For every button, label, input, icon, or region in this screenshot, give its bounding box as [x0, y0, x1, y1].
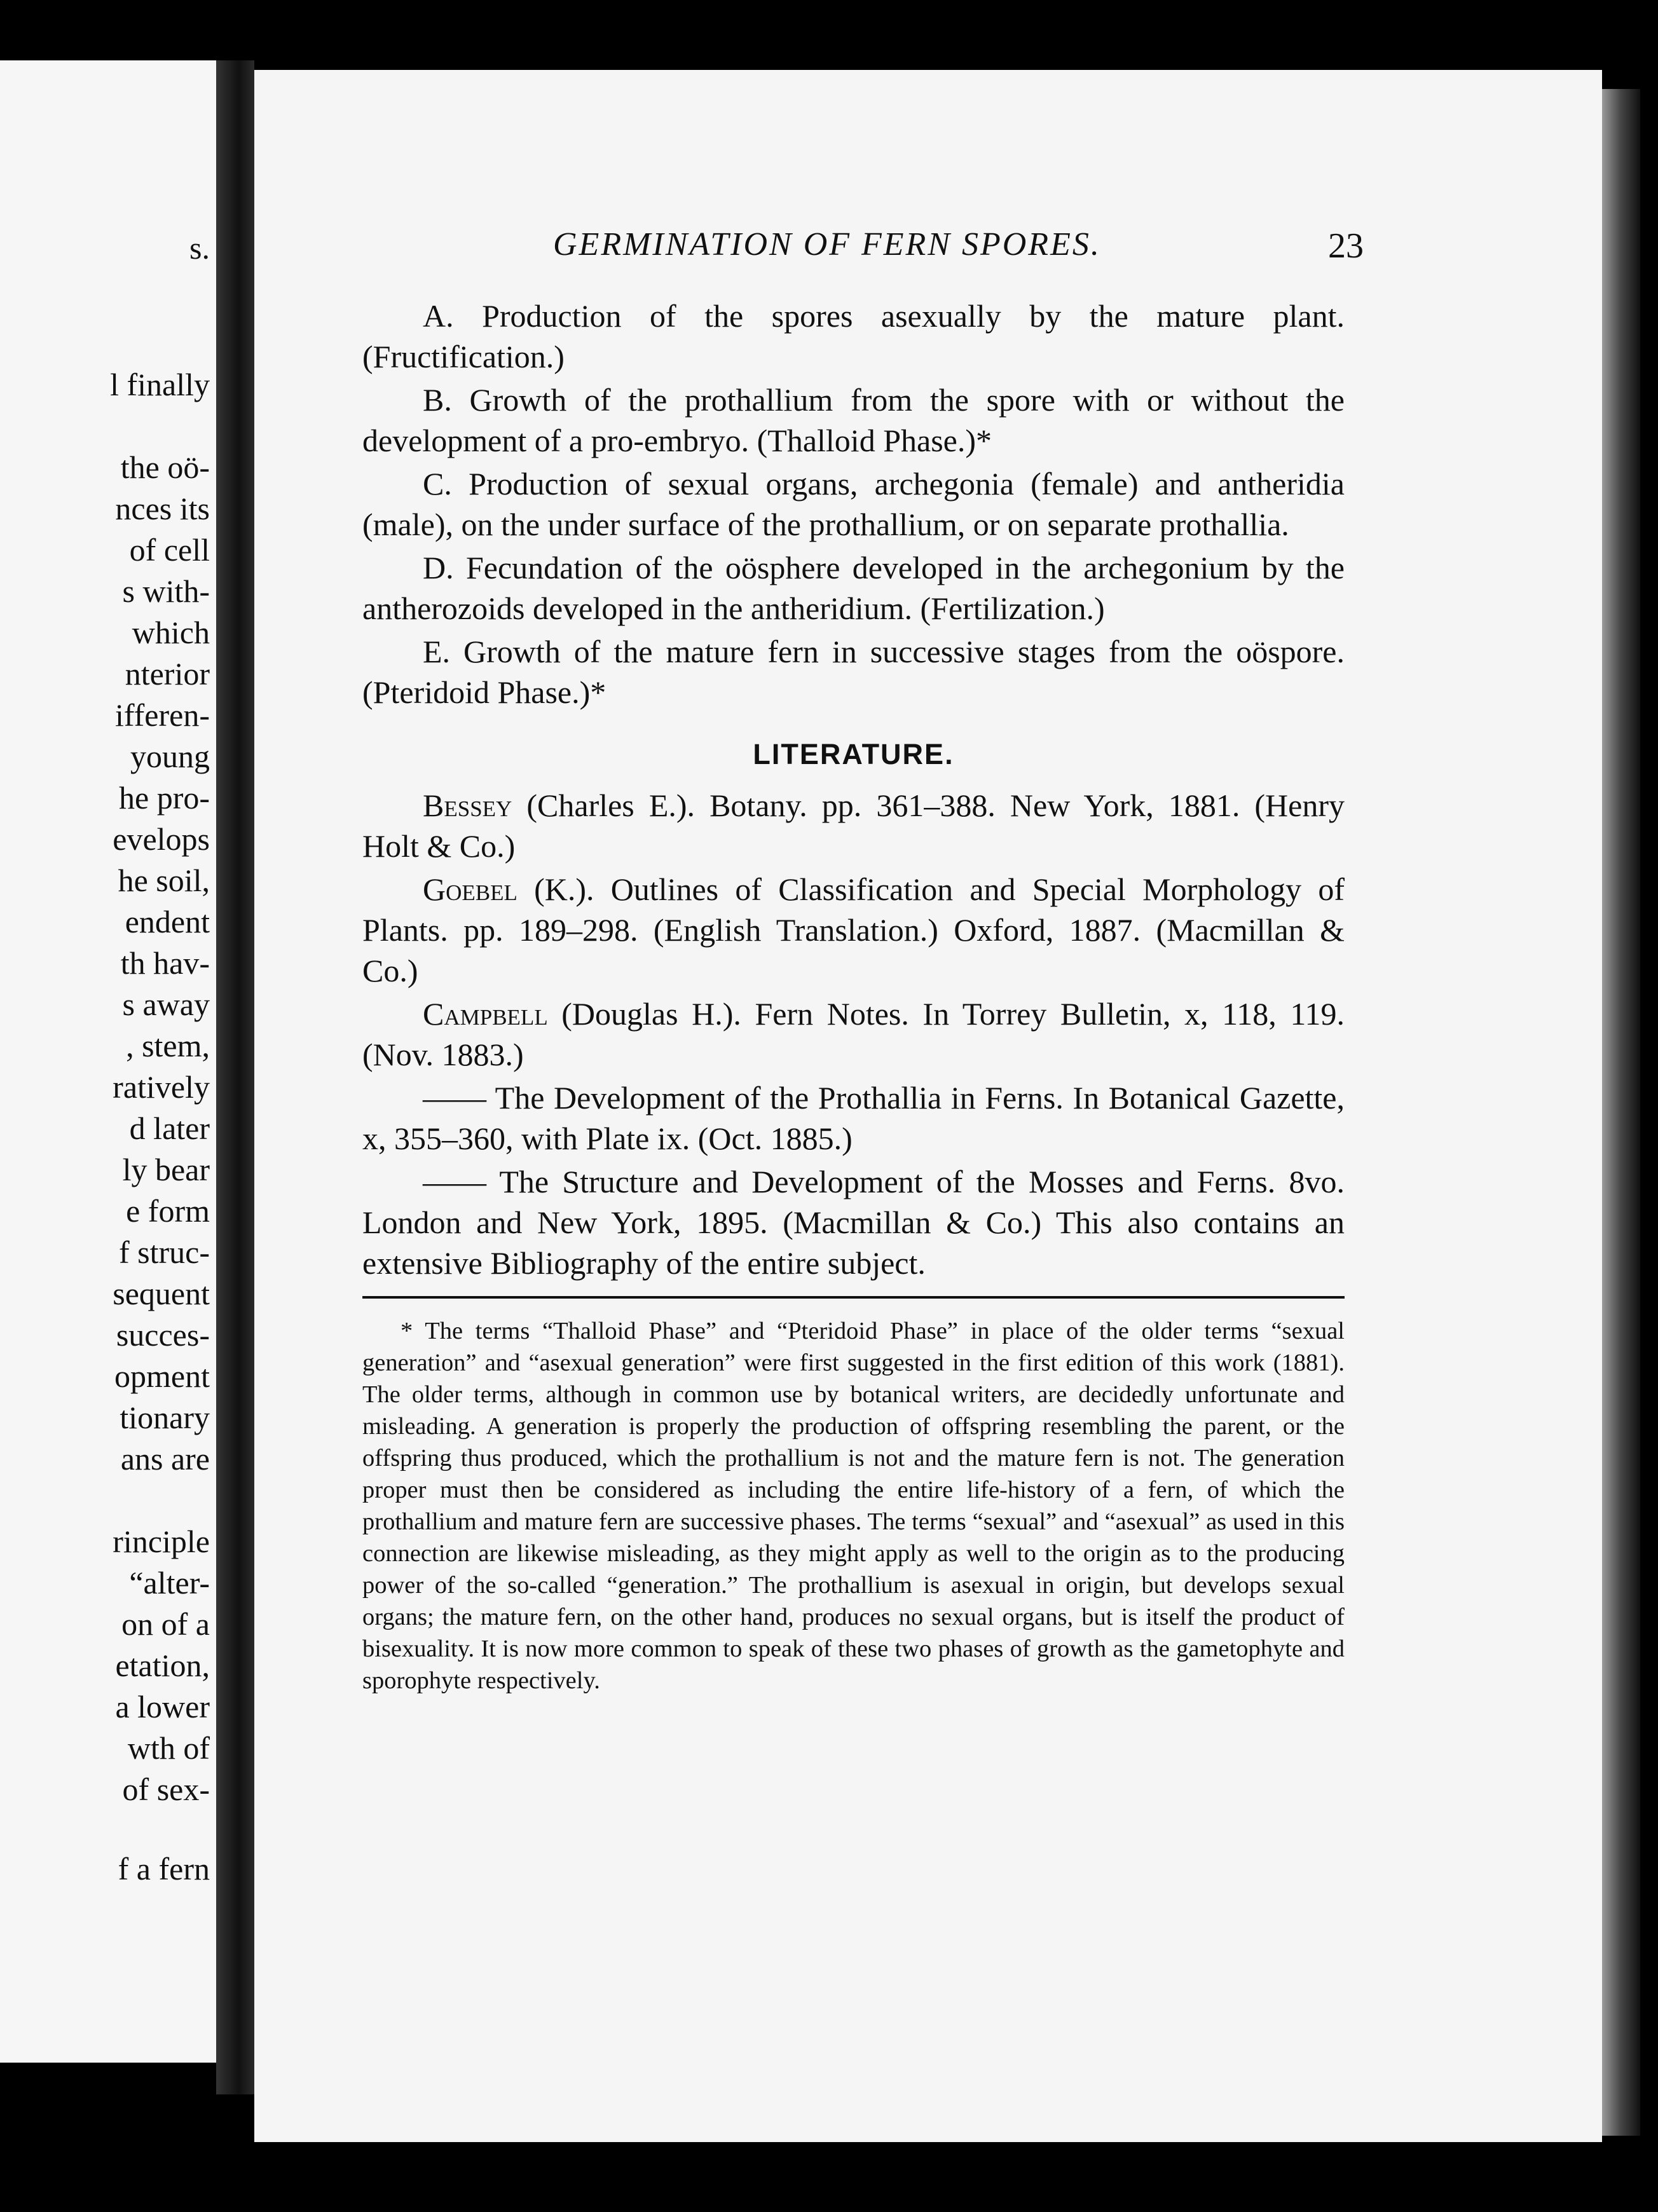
left-fragment: “alter- [129, 1565, 210, 1601]
reference-entry [362, 869, 1345, 991]
left-fragment: d later [129, 1110, 210, 1146]
page-content [362, 226, 1364, 1697]
left-fragment: ly bear [122, 1152, 210, 1187]
left-fragment: opment [114, 1358, 210, 1394]
left-fragment: sequent [113, 1276, 210, 1311]
left-fragment: s away [122, 987, 210, 1022]
left-fragment: ratively [113, 1069, 210, 1105]
left-fragment: f a fern [118, 1851, 210, 1887]
left-fragment: nces its [115, 491, 210, 526]
reference-text: (Charles E.). Botany. pp. 361–388. New York, 1881. (Henry Holt & Co.) [362, 788, 1345, 864]
left-fragment: evelops [113, 821, 210, 857]
page-number: 23 [1328, 226, 1364, 266]
reference-entry [362, 993, 1345, 1075]
left-fragment: the oö- [120, 449, 210, 485]
left-fragment: f struc- [119, 1234, 210, 1270]
stage-paragraph: C. Production of sexual organs, archegonia (female) and antheridia (male), on the under surface of the prothallium, or on separate prothallia. [362, 466, 1345, 542]
page-header [362, 226, 1364, 276]
reference-text: The Structure and Development of the Mosses and Ferns. 8vo. London and New York, 1895. (Macmillan & Co.) This also contains an extensive Bibliography of the entire subject. [362, 1164, 1345, 1281]
reference-text: (Douglas H.). Fern Notes. In Torrey Bulletin, x, 118, 119. (Nov. 1883.) [362, 996, 1345, 1072]
left-fragment: succes- [116, 1317, 210, 1353]
left-page [0, 60, 216, 2063]
left-fragment: wth of [127, 1730, 210, 1766]
reference-author: Bessey [423, 788, 512, 823]
reference-author: Campbell [423, 996, 548, 1032]
footnote-rule [362, 1296, 1345, 1299]
left-fragment: ans are [120, 1441, 210, 1477]
reference-entry [362, 785, 1345, 866]
left-fragment: on of a [121, 1606, 210, 1642]
left-fragment: of sex- [122, 1772, 210, 1807]
left-fragment: endent [125, 904, 210, 939]
reference-text: (K.). Outlines of Classification and Special Morphology of Plants. pp. 189–298. (English Translation.) Oxford, 1887. (Macmillan & Co.) [362, 871, 1345, 988]
stage-paragraph: B. Growth of the prothallium from the spore with or without the development of a pro-embryo. (Thalloid Phase.)* [362, 382, 1345, 458]
left-fragment: s. [189, 230, 210, 266]
reference-author: Goebel [423, 871, 517, 907]
left-fragment: he soil, [118, 863, 210, 898]
section-heading: LITERATURE. [753, 738, 954, 770]
left-fragment: of cell [129, 532, 210, 568]
left-fragment: l finally [110, 367, 210, 402]
running-title: GERMINATION OF FERN SPORES. [553, 226, 1101, 263]
reference-text: The Development of the Prothallia in Ferns. In Botanical Gazette, x, 355–360, with Plate ix. (Oct. 1885.) [362, 1080, 1345, 1156]
left-fragment: which [132, 615, 210, 650]
stage-paragraph: E. Growth of the mature fern in successive stages from the oöspore. (Pteridoid Phase.)* [362, 634, 1345, 710]
reference-entry [362, 1161, 1345, 1283]
left-fragment: ifferen- [115, 697, 210, 733]
reference-author: —— [423, 1164, 486, 1199]
reference-author: —— [423, 1080, 486, 1116]
left-fragment: th hav- [120, 945, 210, 981]
footnote: * The terms “Thalloid Phase” and “Pteridoid Phase” in place of the older terms “sexual generation” and “asexual generation” were first suggested in the first edition of this work (1881). The older terms, although in common use by botanical writers, are decidedly unfortunate and misleading. A generation is properly the production of offspring resembling the parent, or the offspring thus produced, which the prothallium is not and the mature fern is not. The generation proper must then be considered as including the entire life-history of a fern, of which the prothallium and mature fern are successive phases. The terms “sexual” and “asexual” as used in this connection are likewise misleading, as they might apply as well to the origin as to the producing power of the so-called “generation.” The prothallium is asexual in origin, but develops sexual organs; the mature fern, on the other hand, produces no sexual organs, but is itself the product of bisexuality. It is now more common to speak of these two phases of growth as the gametophyte and sporophyte respectively. [362, 1318, 1345, 1694]
left-fragment: etation, [115, 1648, 210, 1683]
left-fragment: rinciple [113, 1524, 210, 1559]
left-fragment: he pro- [119, 780, 210, 816]
page-edge [1602, 89, 1640, 2136]
left-fragment: s with- [122, 573, 210, 609]
stage-paragraph: A. Production of the spores asexually by the mature plant. (Fructification.) [362, 298, 1345, 374]
stage-paragraph: D. Fecundation of the oösphere developed in the archegonium by the antherozoids developed in the antheridium. (Fertilization.) [362, 550, 1345, 626]
left-fragment: tionary [120, 1400, 210, 1435]
book-gutter [216, 60, 254, 2094]
reference-entry [362, 1077, 1345, 1159]
left-fragment: a lower [115, 1689, 210, 1724]
left-fragment: young [130, 739, 210, 774]
left-fragment: , stem, [126, 1028, 210, 1063]
left-fragment: e form [126, 1193, 210, 1229]
left-fragment: nterior [125, 656, 210, 692]
